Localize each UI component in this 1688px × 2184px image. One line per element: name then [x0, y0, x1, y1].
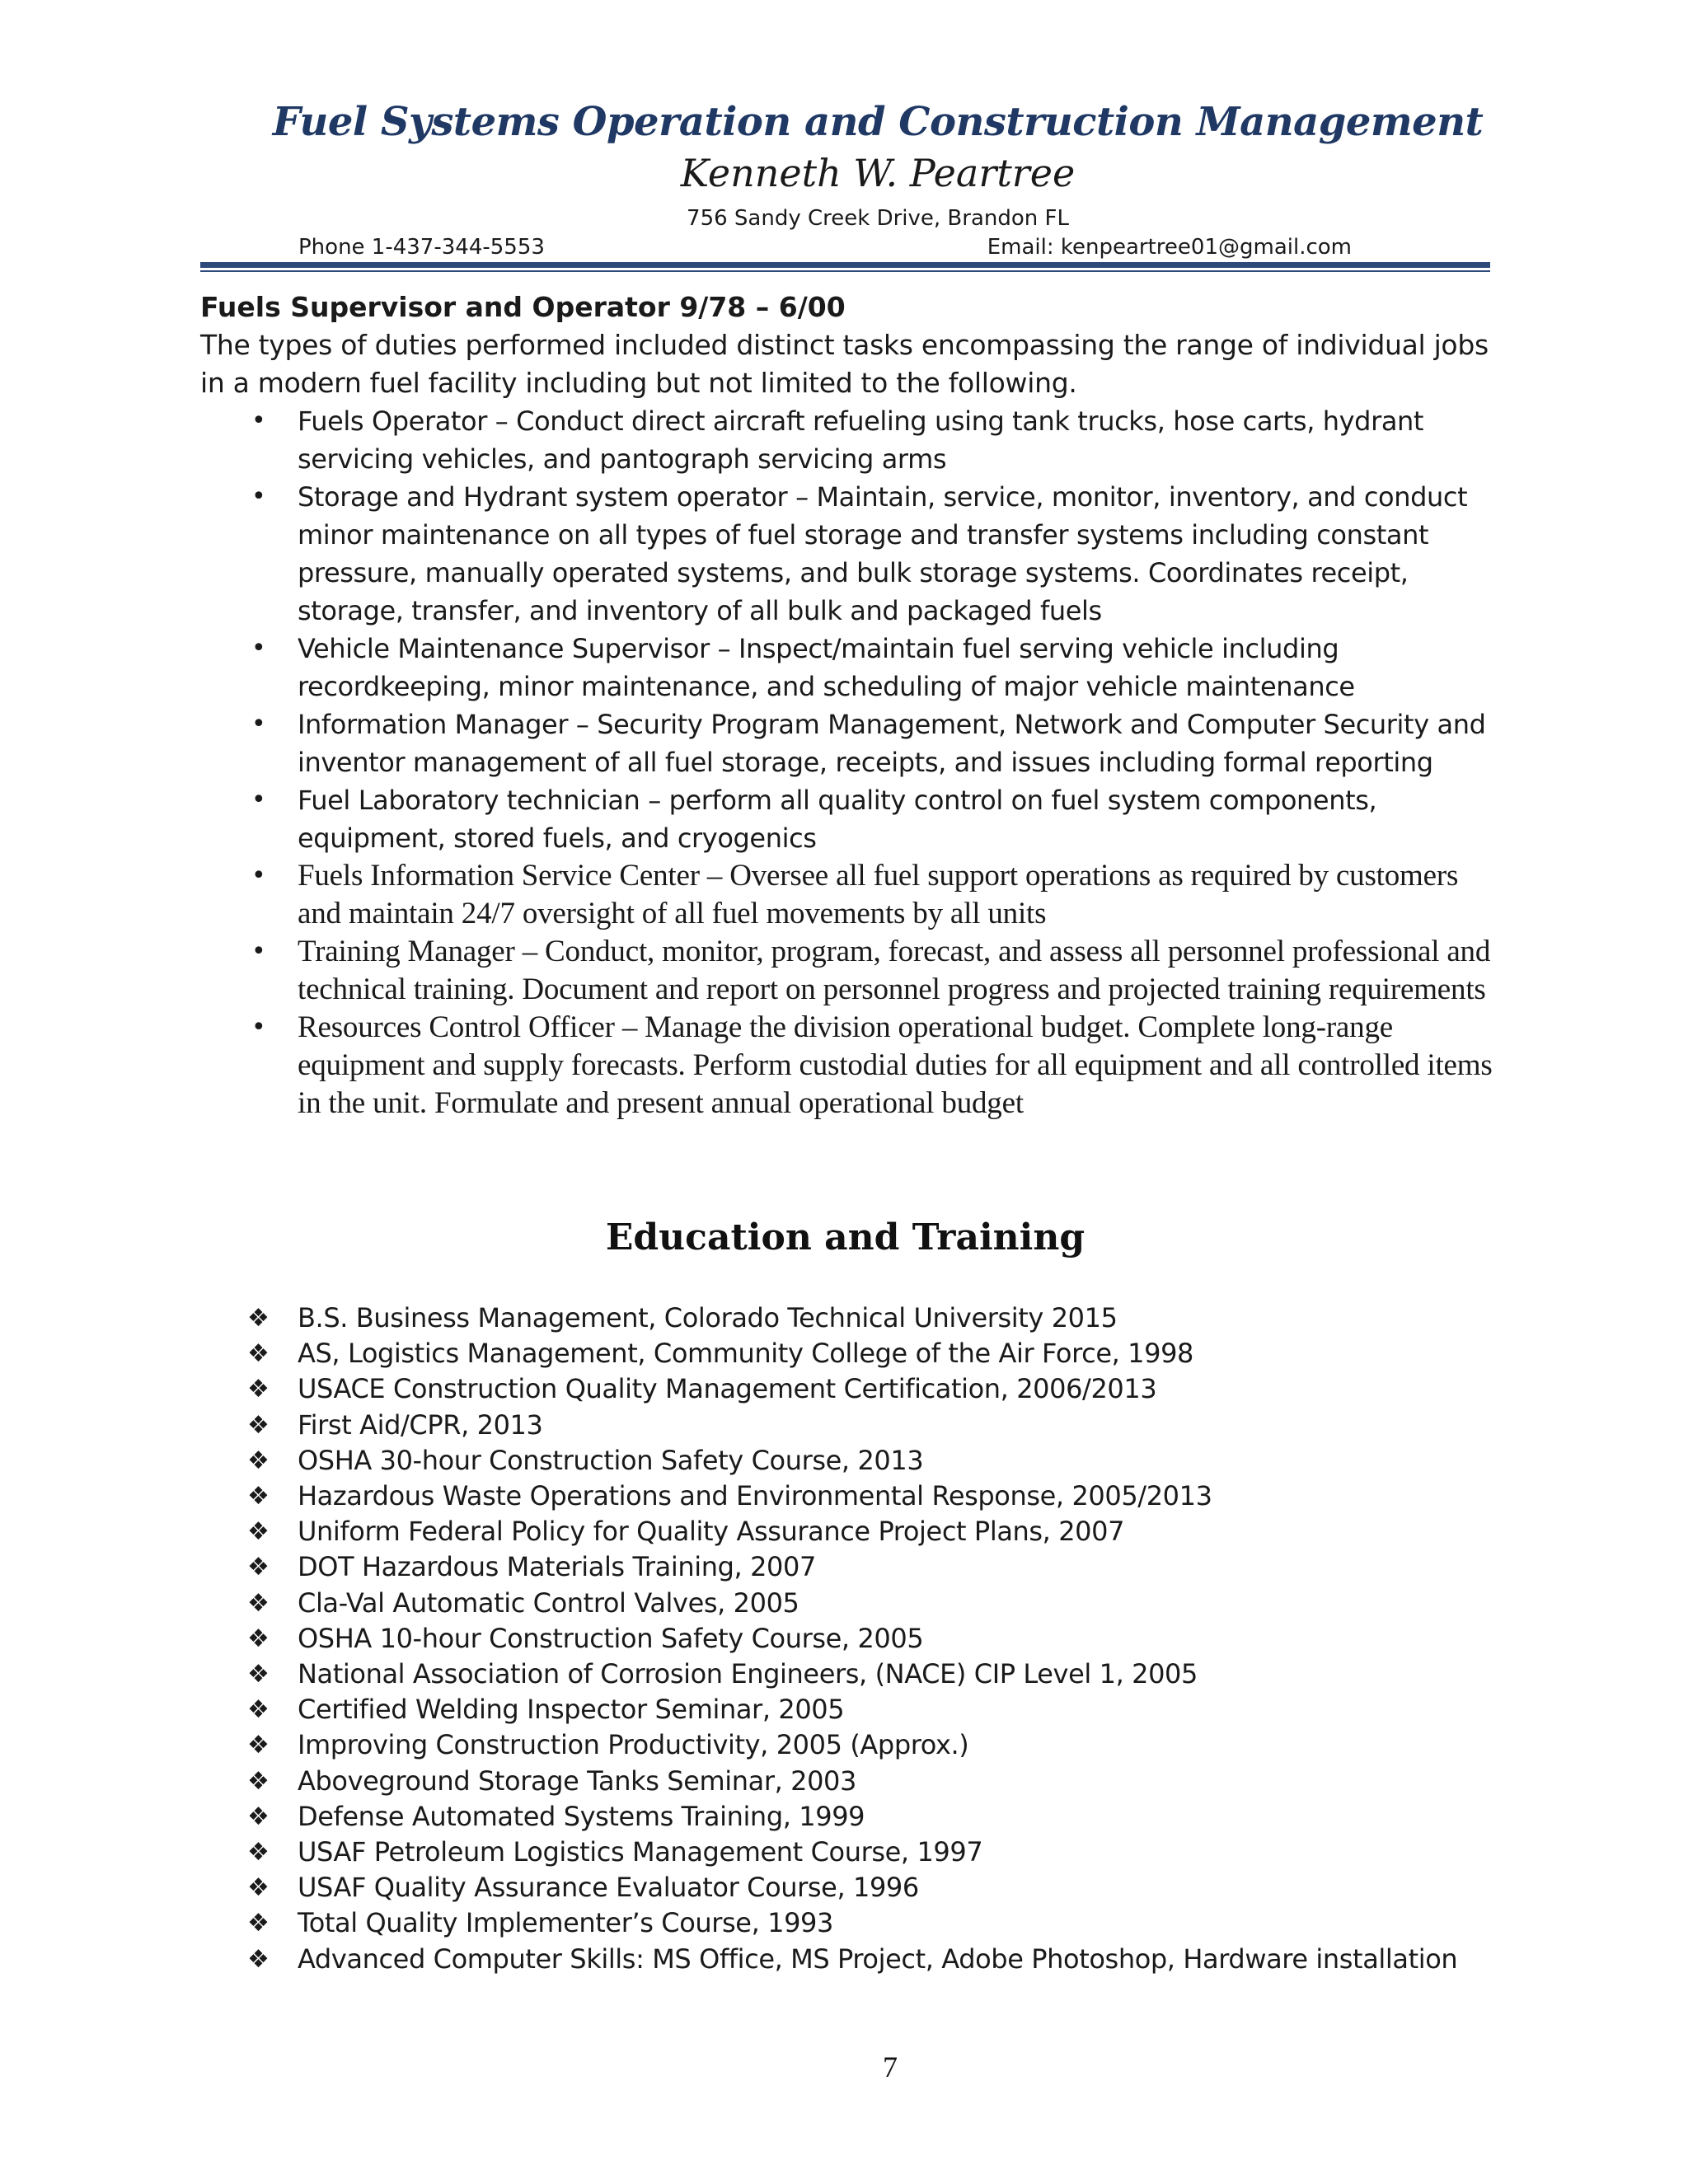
education-text: Advanced Computer Skills: MS Office, MS Project, Adobe Photoshop, Hardware installation: [298, 1943, 1458, 1975]
diamond-bullet-icon: ❖: [247, 1909, 270, 1938]
education-text: B.S. Business Management, Colorado Technical University 2015: [298, 1302, 1118, 1333]
bullet-icon: •: [251, 861, 266, 890]
diamond-bullet-icon: ❖: [247, 1304, 270, 1333]
diamond-bullet-icon: ❖: [247, 1410, 270, 1440]
document-title: Fuel Systems Operation and Construction Management: [272, 99, 1484, 145]
diamond-bullet-icon: ❖: [247, 1660, 270, 1690]
education-text: Defense Automated Systems Training, 1999: [298, 1800, 865, 1832]
job-title: Fuels Supervisor and Operator 9/78 – 6/00: [200, 291, 846, 323]
list-item: [200, 1657, 1519, 1692]
diamond-bullet-icon: ❖: [247, 1766, 270, 1796]
education-text: Total Quality Implementer’s Course, 1993: [298, 1907, 833, 1939]
list-item: [200, 1408, 1519, 1443]
list-item: [200, 1479, 1519, 1514]
duty-text: Information Manager – Security Program Management, Network and Computer Security and inventor management of all fuel storage, receipts, and issues including formal reporting: [298, 709, 1486, 778]
education-text: Improving Construction Productivity, 2005 (Approx.): [298, 1729, 969, 1761]
bullet-icon: •: [251, 1013, 266, 1042]
duty-text: Fuels Operator – Conduct direct aircraft refueling using tank trucks, hose carts, hydrant servicing vehicles, and pantograph servicing arms: [298, 405, 1424, 475]
education-text: Cla-Val Automatic Control Valves, 2005: [298, 1586, 799, 1619]
list-item: [200, 1727, 1519, 1763]
education-text: Certified Welding Inspector Seminar, 2005: [298, 1694, 845, 1726]
list-item: [200, 1835, 1519, 1870]
diamond-bullet-icon: ❖: [247, 1873, 270, 1903]
list-item: [200, 1764, 1519, 1799]
bullet-icon: •: [251, 785, 266, 814]
list-item: [200, 933, 1494, 1009]
list-item: [200, 1905, 1519, 1941]
list-item: [200, 857, 1494, 933]
education-text: USAF Petroleum Logistics Management Course, 1997: [298, 1836, 983, 1868]
applicant-name: Kenneth W. Peartree: [680, 151, 1076, 195]
list-item: [200, 781, 1494, 857]
education-heading: Education and Training: [605, 1216, 1085, 1258]
applicant-email: Email: kenpeartree01@gmail.com: [987, 235, 1352, 260]
list-item: [200, 1336, 1519, 1371]
education-list: [200, 1301, 1519, 1977]
applicant-phone: Phone 1-437-344-5553: [298, 235, 545, 260]
job-section: [200, 288, 1494, 1122]
duty-text: Storage and Hydrant system operator – Maintain, service, monitor, inventory, and conduct minor maintenance on all types of fuel storage and transfer systems including constant pressure, manually operated systems, and bulk storage systems. Coordinates receipt, storage, transfer, and inventory of all bulk and packaged fuels: [298, 481, 1468, 626]
diamond-bullet-icon: ❖: [247, 1339, 270, 1369]
list-item: [200, 1799, 1519, 1835]
diamond-bullet-icon: ❖: [247, 1446, 270, 1475]
list-item: [200, 1692, 1519, 1727]
bullet-icon: •: [251, 710, 266, 738]
diamond-bullet-icon: ❖: [247, 1695, 270, 1725]
bullet-icon: •: [251, 406, 266, 435]
duties-list: [200, 402, 1494, 1122]
header-divider-thick: [200, 262, 1490, 268]
education-text: USAF Quality Assurance Evaluator Course, 1996: [298, 1872, 919, 1904]
duty-text: Training Manager – Conduct, monitor, program, forecast, and assess all personnel professional and technical training. Document and report on personnel progress and projected training requirements: [298, 935, 1491, 1006]
list-item: [200, 1586, 1519, 1621]
list-item: [200, 1514, 1519, 1549]
diamond-bullet-icon: ❖: [247, 1553, 270, 1582]
diamond-bullet-icon: ❖: [247, 1802, 270, 1831]
duty-text: Fuels Information Service Center – Oversee all fuel support operations as required by customers and maintain 24/7 oversight of all fuel movements by all units: [298, 859, 1459, 930]
diamond-bullet-icon: ❖: [247, 1375, 270, 1404]
job-intro: The types of duties performed included distinct tasks encompassing the range of individual jobs in a modern fuel facility including but not limited to the following.: [200, 329, 1489, 399]
education-text: USACE Construction Quality Management Certification, 2006/2013: [298, 1373, 1157, 1405]
bullet-icon: •: [251, 634, 266, 663]
diamond-bullet-icon: ❖: [247, 1517, 270, 1547]
list-item: [200, 1009, 1494, 1122]
education-text: Aboveground Storage Tanks Seminar, 2003: [298, 1765, 856, 1797]
education-text: Hazardous Waste Operations and Environmental Response, 2005/2013: [298, 1480, 1212, 1512]
education-text: OSHA 10-hour Construction Safety Course, 2005: [298, 1622, 924, 1654]
list-item: [200, 1371, 1519, 1407]
diamond-bullet-icon: ❖: [247, 1731, 270, 1760]
list-item: [200, 1301, 1519, 1336]
header-divider-thin: [200, 270, 1490, 272]
diamond-bullet-icon: ❖: [247, 1838, 270, 1868]
list-item: [200, 630, 1494, 705]
diamond-bullet-icon: ❖: [247, 1624, 270, 1653]
list-item: [200, 1443, 1519, 1479]
applicant-address: 756 Sandy Creek Drive, Brandon FL: [687, 206, 1069, 231]
list-item: [200, 402, 1494, 478]
education-text: Uniform Federal Policy for Quality Assurance Project Plans, 2007: [298, 1516, 1125, 1548]
diamond-bullet-icon: ❖: [247, 1482, 270, 1511]
duty-text: Vehicle Maintenance Supervisor – Inspect/maintain fuel serving vehicle including recordkeeping, minor maintenance, and scheduling of major vehicle maintenance: [298, 633, 1355, 702]
education-text: AS, Logistics Management, Community College of the Air Force, 1998: [298, 1338, 1193, 1370]
education-text: National Association of Corrosion Engineers, (NACE) CIP Level 1, 2005: [298, 1658, 1198, 1690]
list-item: [200, 705, 1494, 781]
list-item: [200, 1621, 1519, 1657]
bullet-icon: •: [251, 482, 266, 511]
duty-text: Fuel Laboratory technician – perform all quality control on fuel system components, equipment, stored fuels, and cryogenics: [298, 785, 1377, 854]
page-number: 7: [883, 2050, 898, 2083]
list-item: [200, 478, 1494, 630]
education-text: First Aid/CPR, 2013: [298, 1408, 543, 1441]
bullet-icon: •: [251, 937, 266, 966]
list-item: [200, 1549, 1519, 1585]
list-item: [200, 1942, 1519, 1977]
diamond-bullet-icon: ❖: [247, 1944, 270, 1974]
education-text: DOT Hazardous Materials Training, 2007: [298, 1551, 816, 1583]
diamond-bullet-icon: ❖: [247, 1588, 270, 1618]
education-text: OSHA 30-hour Construction Safety Course, 2013: [298, 1444, 924, 1476]
list-item: [200, 1870, 1519, 1905]
duty-text: Resources Control Officer – Manage the division operational budget. Complete long-range equipment and supply forecasts. Perform custodial duties for all equipment and all controlled items in the unit. Formulate and present annual operational budget: [298, 1010, 1493, 1120]
